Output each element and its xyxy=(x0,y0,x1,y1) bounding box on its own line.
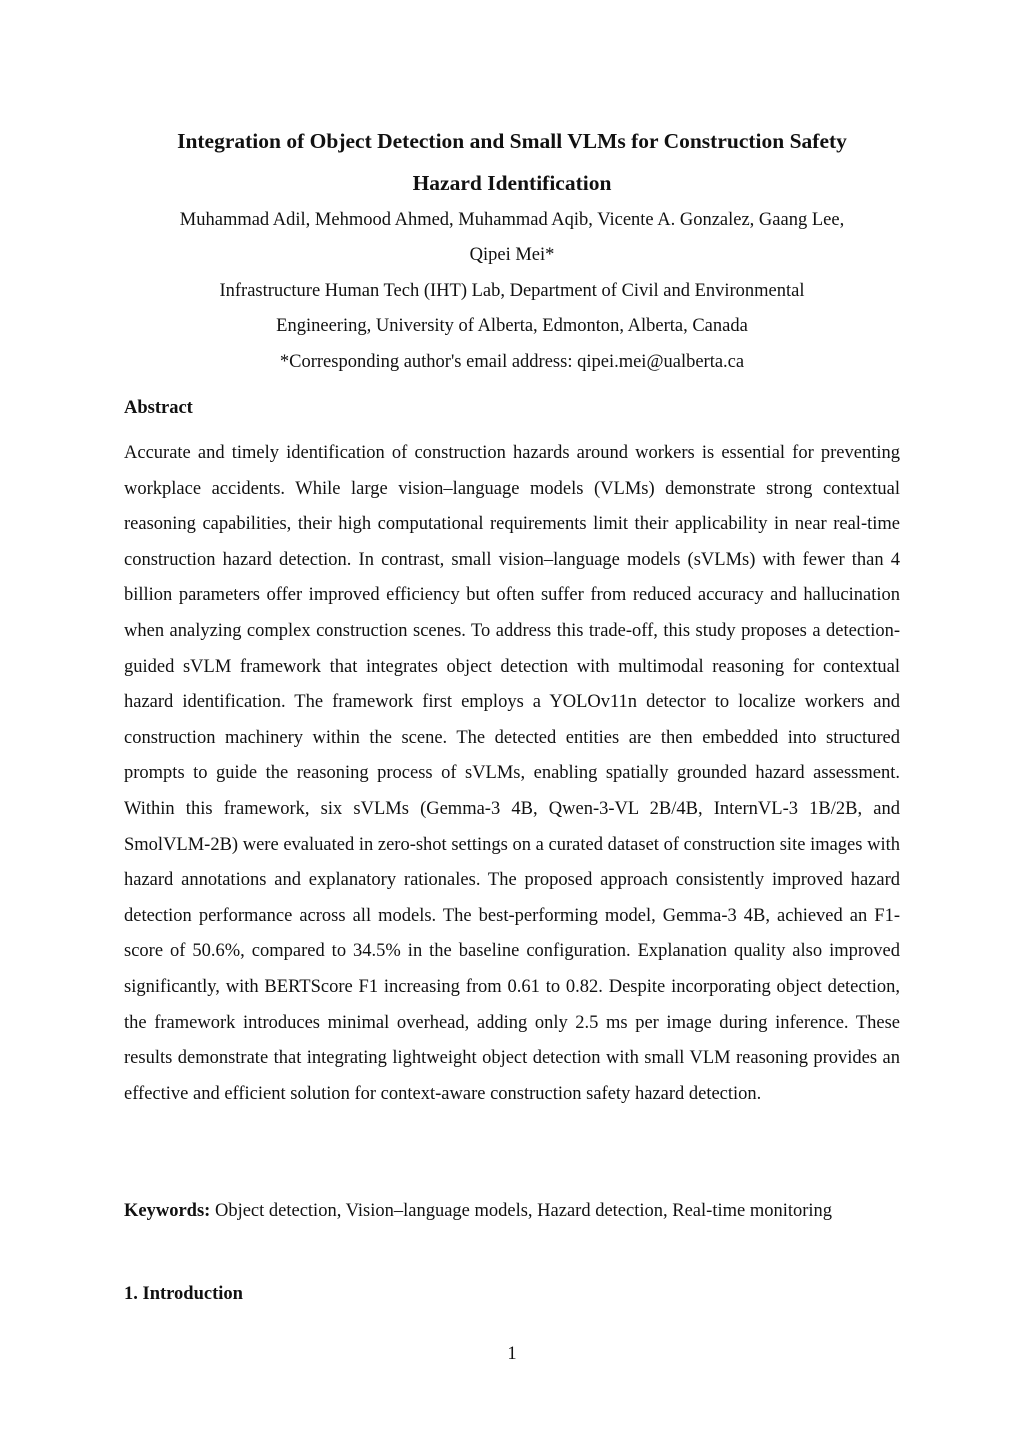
paper-title xyxy=(124,120,900,204)
abstract-body: Accurate and timely identification of construction hazards around workers is essential for preventing workplace accidents. While large vision–language models (VLMs) demonstrate strong contextual reasoning capabilities, their high computational requirements limit their applicability in near real-time construction hazard detection. In contrast, small vision–language models (sVLMs) with fewer than 4 billion parameters offer improved efficiency but often suffer from reduced accuracy and hallucination when analyzing complex construction scenes. To address this trade-off, this study proposes a detection-guided sVLM framework that integrates object detection with multimodal reasoning for contextual hazard identification. The framework first employs a YOLOv11n detector to localize workers and construction machinery within the scene. The detected entities are then embedded into structured prompts to guide the reasoning process of sVLMs, enabling spatially grounded hazard assessment. Within this framework, six sVLMs (Gemma-3 4B, Qwen-3-VL 2B/4B, InternVL-3 1B/2B, and SmolVLM-2B) were evaluated in zero-shot settings on a curated dataset of construction site images with hazard annotations and explanatory rationales. The proposed approach consistently improved hazard detection performance across all models. The best-performing model, Gemma-3 4B, achieved an F1-score of 50.6%, compared to 34.5% in the baseline configuration. Explanation quality also improved significantly, with BERTScore F1 increasing from 0.61 to 0.82. Despite incorporating object detection, the framework introduces minimal overhead, adding only 2.5 ms per image during inference. These results demonstrate that integrating lightweight object detection with small VLM reasoning provides an effective and efficient solution for context-aware construction safety hazard detection. xyxy=(124,443,900,1104)
keywords xyxy=(124,1194,900,1230)
keywords-text: Object detection, Vision–language models, Hazard detection, Real-time monitoring xyxy=(210,1201,833,1221)
authors-line-1: Muhammad Adil, Mehmood Ahmed, Muhammad Aqib, Vicente A. Gonzalez, Gaang Lee, xyxy=(179,210,845,230)
affiliation-line-1: Infrastructure Human Tech (IHT) Lab, Department of Civil and Environmental xyxy=(219,281,805,301)
title-line-2: Hazard Identification xyxy=(412,171,612,195)
affiliation-line-2: Engineering, University of Alberta, Edmonton, Alberta, Canada xyxy=(276,316,748,336)
abstract-heading: Abstract xyxy=(124,398,193,418)
affiliation xyxy=(124,274,900,344)
section-heading-introduction: 1. Introduction xyxy=(124,1284,243,1304)
author-list xyxy=(124,203,900,273)
page-number: 1 xyxy=(507,1344,517,1364)
authors-line-2: Qipei Mei* xyxy=(469,245,555,265)
title-line-1: Integration of Object Detection and Small VLMs for Construction Safety xyxy=(177,129,847,153)
keywords-label: Keywords: xyxy=(124,1201,211,1221)
corresponding-email: *Corresponding author's email address: qipei.mei@ualberta.ca xyxy=(279,352,745,372)
